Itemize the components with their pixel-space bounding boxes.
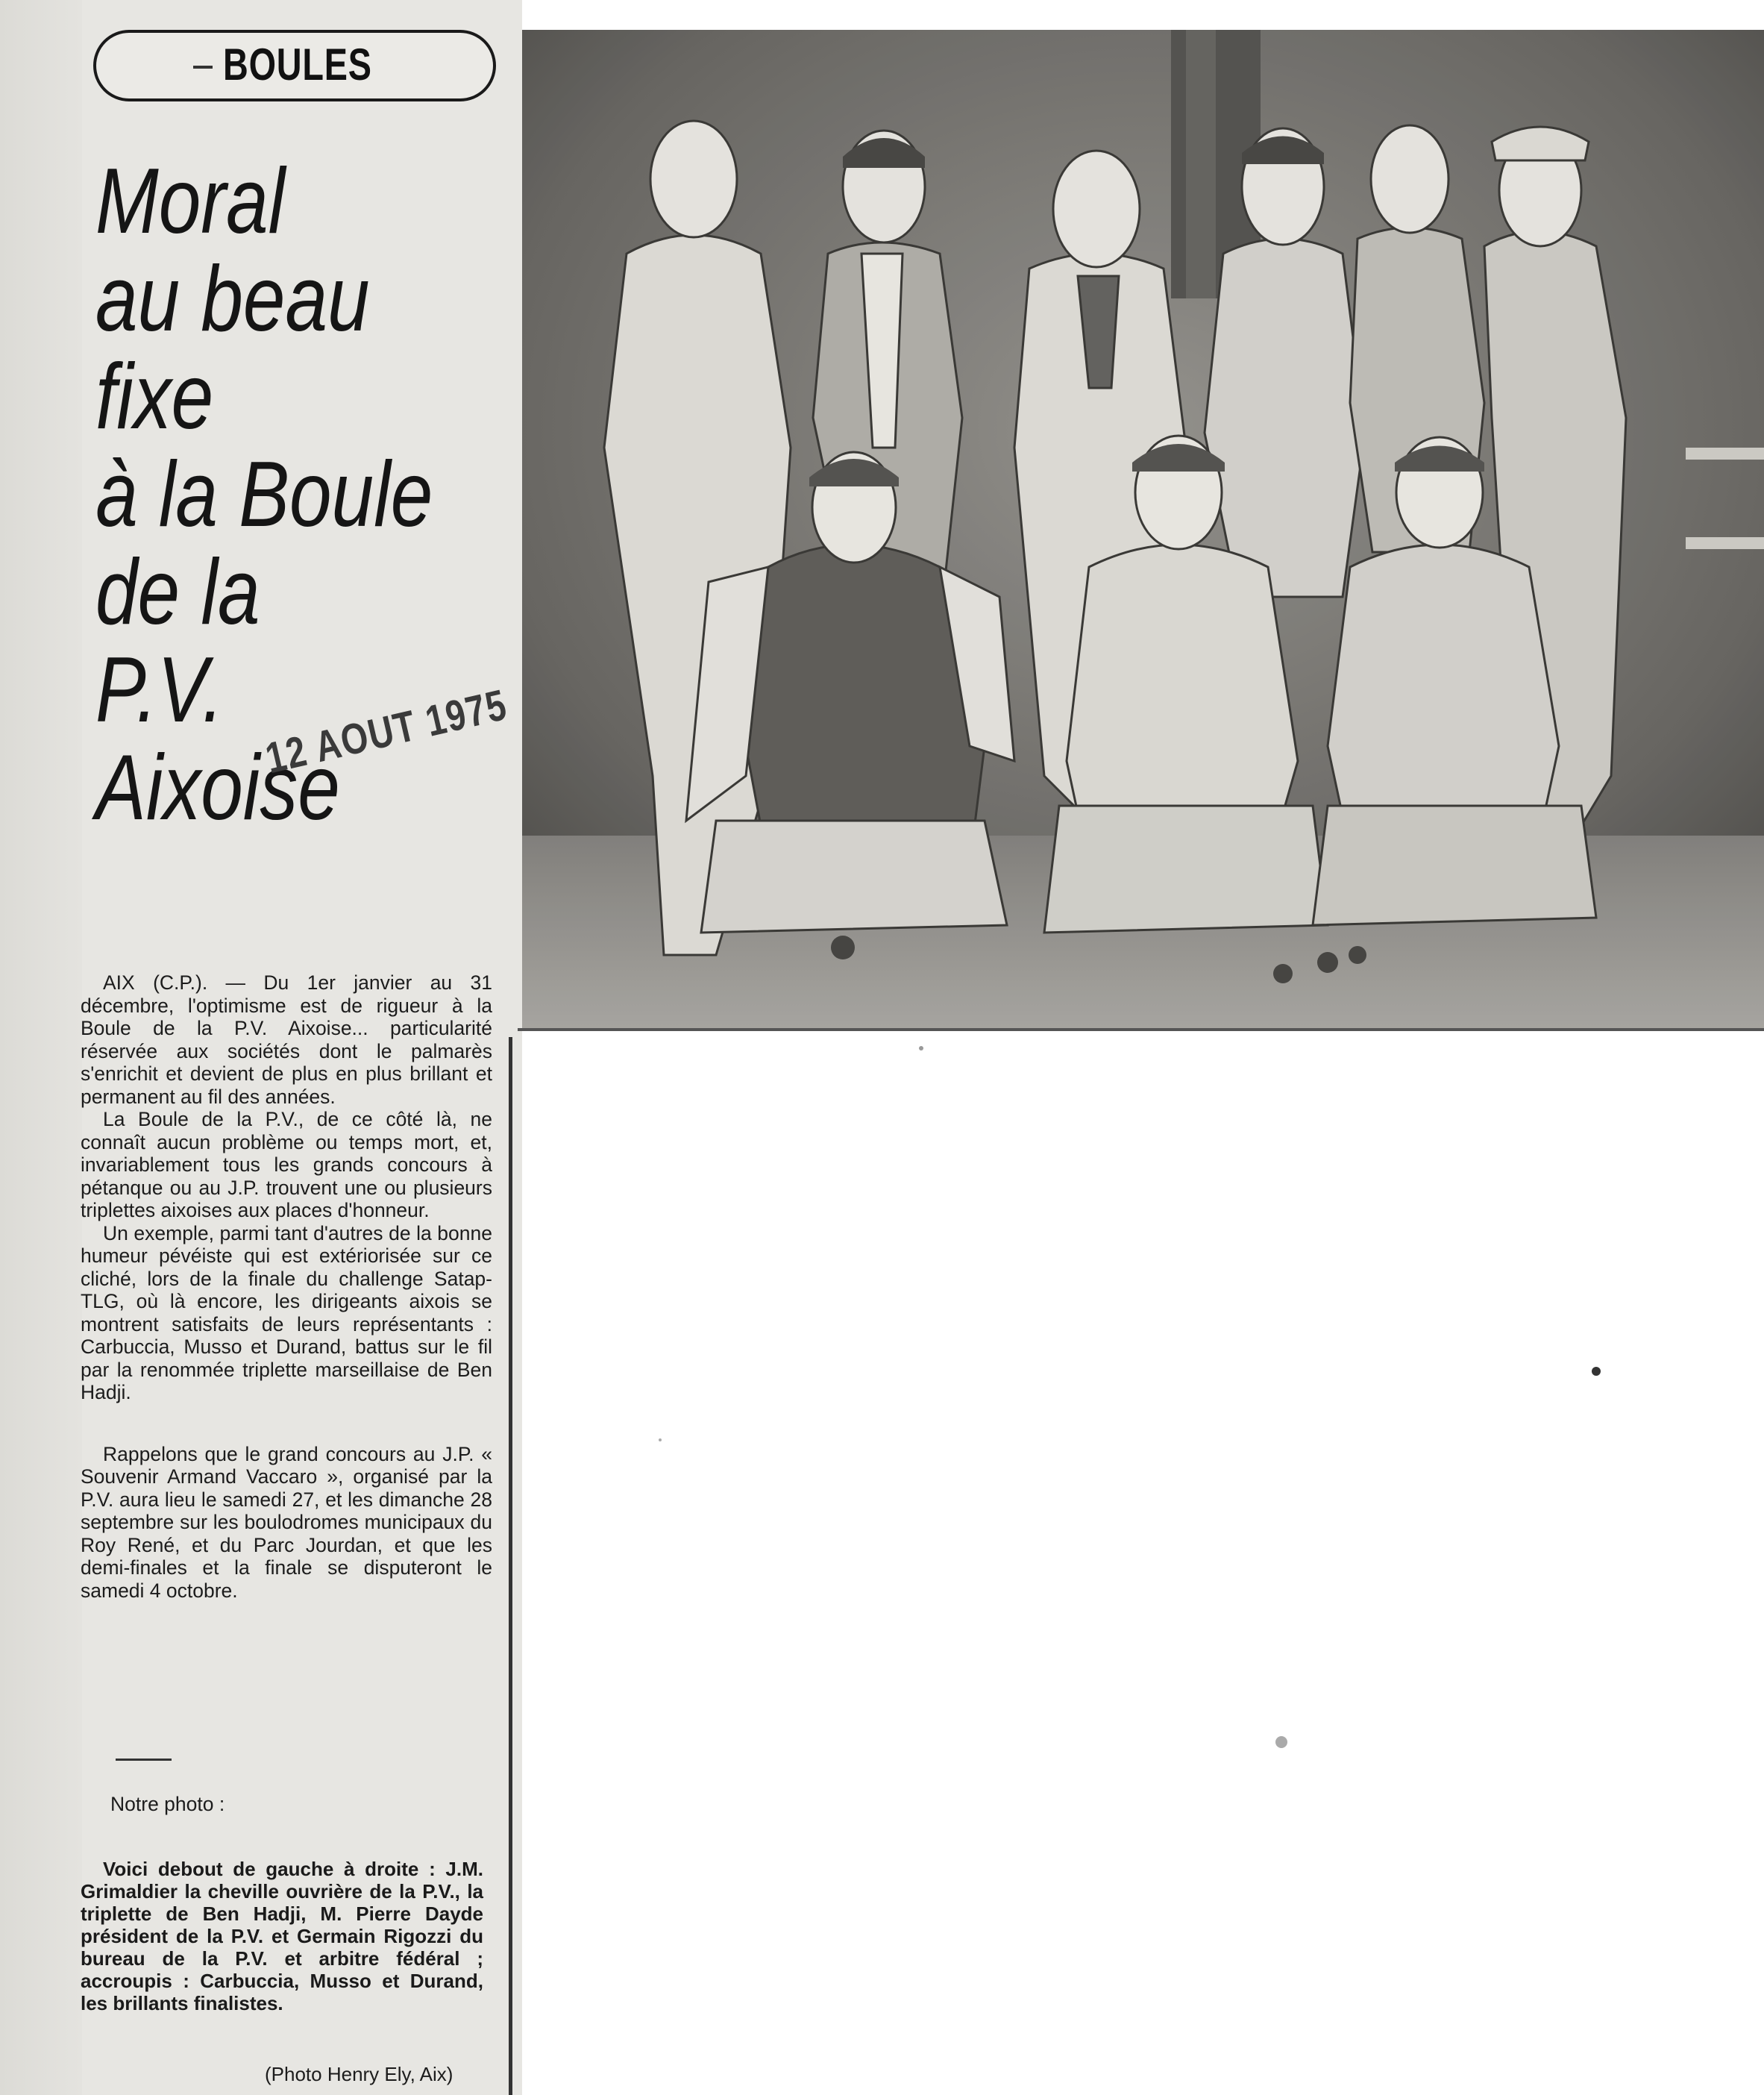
photo-bottom-rule: [518, 1028, 1764, 1031]
photo-label: Notre photo :: [110, 1793, 225, 1815]
column-rule: [509, 1037, 512, 2095]
separator-rule: [116, 1759, 172, 1761]
team-photo-illustration: [522, 30, 1764, 1028]
headline-line: P.V.: [95, 639, 224, 742]
article-paragraph: AIX (C.P.). — Du 1er janvier au 31 décembre, l'optimisme est de rigueur à la Boule de la P.V. Aixoise... particularité réservée aux sociétés dont le palmarès s'enrichit et devient de plus en plus brillant et permanent au fil des années.: [81, 971, 492, 1108]
section-banner: [93, 30, 496, 101]
adjacent-column-fragment: [0, 0, 82, 2095]
headline-line: de la: [95, 541, 260, 644]
headline-line: à la Boule: [95, 443, 433, 546]
banner-dash: [193, 66, 213, 69]
headline-line: Aixoise: [95, 736, 340, 839]
photo-credit: (Photo Henry Ely, Aix): [265, 2063, 453, 2085]
team-photo: [522, 30, 1764, 1028]
article-paragraph: La Boule de la P.V., de ce côté là, ne connaît aucun problème ou temps mort, et, invariablement tous les grands concours à pétanque ou au J.P. trouvent une ou plusieurs triplettes aixoises aux places d'honneur.: [81, 1108, 492, 1221]
article-paragraph: Un exemple, parmi tant d'autres de la bonne humeur pévéiste qui est extériorisée sur ce cliché, lors de la finale du challenge Satap-TLG, où là encore, les dirigeants aixois se montrent satisfaits de leurs représentants : Carbuccia, Musso et Durand, battus sur le fil par la renommée triplette marseillaise de Ben Hadji.: [81, 1221, 492, 1403]
headline-line: fixe: [95, 345, 214, 448]
headline-line: Moral: [95, 150, 286, 253]
article-body: [81, 971, 492, 1602]
headline-line: au beau: [95, 248, 370, 351]
date-stamp: 12 AOUT 1975: [261, 680, 512, 783]
article-paragraph: Rappelons que le grand concours au J.P. « Souvenir Armand Vaccaro », organisé par la P.V. aura lieu le samedi 27, et les dimanche 28 septembre sur les boulodromes municipaux du Roy René, et du Parc Jourdan, et que les demi-finales et la finale se disputeront le samedi 4 octobre.: [81, 1442, 492, 1602]
photo-caption: Voici debout de gauche à droite : J.M. Grimaldier la cheville ouvrière de la P.V., la triplette de Ben Hadji, M. Pierre Dayde président de la P.V. et Germain Rigozzi du bureau de la P.V. et arbitre fédéral ; accroupis : Carbuccia, Musso et Durand, les brillants finalistes.: [81, 1858, 483, 2014]
section-title: BOULES: [223, 40, 372, 90]
